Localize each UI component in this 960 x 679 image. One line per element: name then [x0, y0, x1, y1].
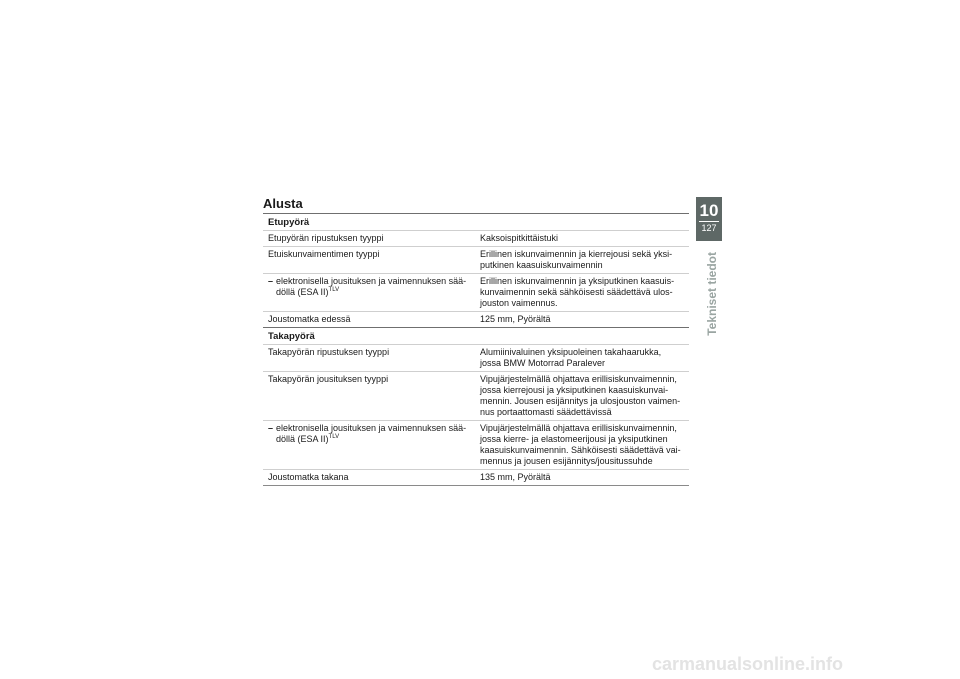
row-value: 135 mm, Pyörältä [480, 472, 551, 482]
tlv-superscript: TLV [328, 287, 340, 293]
spec-table [263, 213, 689, 486]
row-value: Alumiinivaluinen yksipuoleinen takahaarukka, jossa BMW Motorrad Paralever [480, 347, 662, 368]
row-label: Joustomatka edessä [268, 314, 351, 324]
page-number: 127 [699, 221, 719, 234]
sub-item-label: elektronisella jousituksen ja vaimennuksen sää-döllä (ESA II) [276, 276, 467, 297]
sub-item-label: elektronisella jousituksen ja vaimennuksen sää-döllä (ESA II) [276, 423, 467, 444]
section-heading-rear-wheel: Takapyörä [263, 327, 689, 344]
section-title: Alusta [263, 196, 303, 211]
sub-item [268, 276, 469, 298]
sub-item-text [276, 276, 469, 298]
sub-item [268, 423, 469, 445]
row-value: Vipujärjestelmällä ohjattava erillisiskunvaimennin, jossa kierre- ja elastomeerijousi ja yksiputkinen kaasuiskunvaimennin. Sähköisesti säädettävä vai-mennus ja jousen esijännitys/jousitussuhde [480, 423, 681, 466]
row-label: Etuiskunvaimentimen tyyppi [268, 249, 380, 259]
row-value: Vipujärjestelmällä ohjattava erillisiskunvaimennin, jossa kierrejousi ja yksiputkinen kaasuiskunvai-mennin. Jousen esijännitys ja ulosjouston vaimen-nus portaattomasti säädettävissä [480, 374, 681, 417]
row-value: 125 mm, Pyörältä [480, 314, 551, 324]
table-row [263, 273, 689, 311]
row-label: Etupyörän ripustuksen tyyppi [268, 233, 384, 243]
dash-marker: – [268, 423, 274, 433]
tlv-superscript: TLV [328, 434, 340, 440]
table-row [263, 246, 689, 273]
table-row [263, 230, 689, 246]
sub-item-text [276, 423, 469, 445]
watermark: carmanualsonline.info [652, 654, 844, 674]
row-label: Takapyörän ripustuksen tyyppi [268, 347, 390, 357]
table-row [263, 371, 689, 420]
dash-marker: – [268, 276, 274, 286]
row-label-sub [263, 274, 475, 311]
row-label-sub [263, 421, 475, 469]
row-label: Takapyörän jousituksen tyyppi [268, 374, 389, 384]
section-heading-front-wheel: Etupyörä [263, 213, 689, 230]
table-row [263, 469, 689, 486]
table-row [263, 311, 689, 327]
row-value: Erillinen iskunvaimennin ja yksiputkinen kaasuis-kunvaimennin sekä sähköisesti säädettävä ulos-jouston vaimennus. [480, 276, 675, 308]
row-label: Joustomatka takana [268, 472, 349, 482]
row-value: Kaksoispitkittäistuki [480, 233, 559, 243]
row-value: Erillinen iskunvaimennin ja kierrejousi sekä yksi-putkinen kaasuiskunvaimennin [480, 249, 673, 270]
table-row [263, 420, 689, 469]
chapter-tab [696, 197, 722, 241]
table-row [263, 344, 689, 371]
chapter-number: 10 [699, 201, 719, 220]
chapter-side-label: Tekniset tiedot [705, 252, 719, 336]
